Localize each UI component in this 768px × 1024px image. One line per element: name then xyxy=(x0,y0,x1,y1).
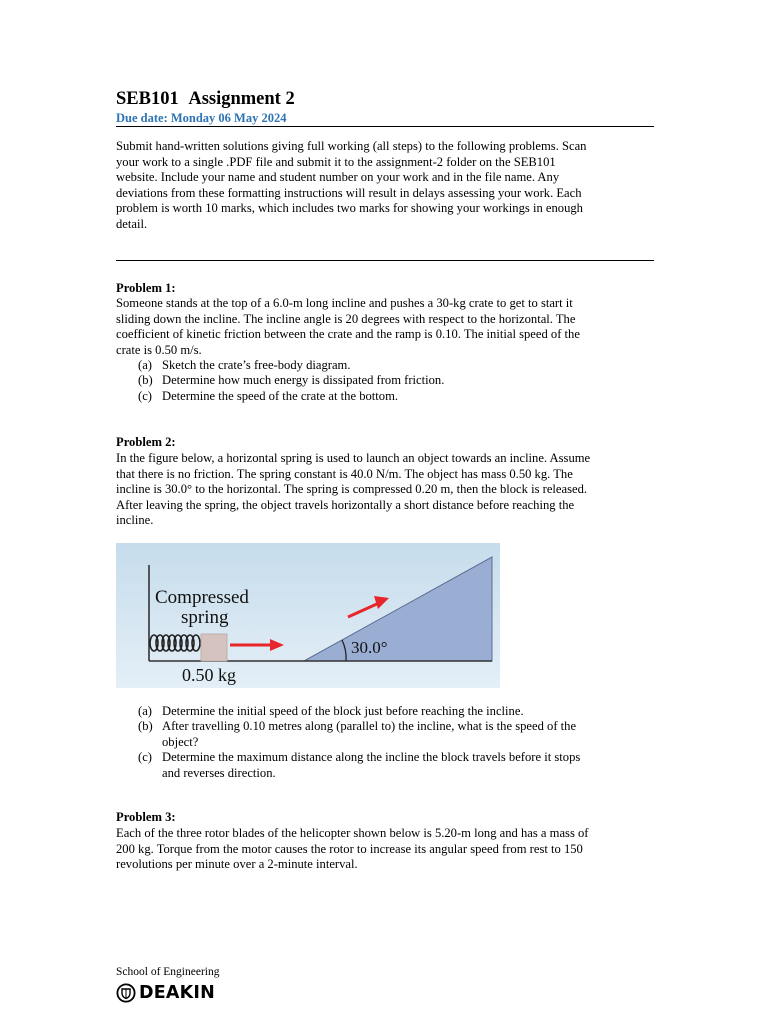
problem1-text xyxy=(116,296,654,358)
problem1-part-c: (c) Determine the speed of the crate at the bottom. xyxy=(138,388,399,403)
problem2-line: incline is 30.0° to the horizontal. The spring is compressed 0.20 m, then the block is released. xyxy=(116,482,588,497)
problem2-part-a: (a) Determine the initial speed of the block just before reaching the incline. xyxy=(138,704,524,718)
problem2-line: After leaving the spring, the object travels horizontally a short distance before reaching the xyxy=(116,497,575,512)
problem2-text xyxy=(116,451,654,529)
problem2-parts xyxy=(138,704,580,781)
spring-label-line2: spring xyxy=(181,607,229,628)
header-divider xyxy=(116,126,654,127)
assignment-name: Assignment 2 xyxy=(188,89,295,109)
incline-velocity-arrow xyxy=(348,596,389,617)
problem1-part-a: (a) Sketch the crate’s free-body diagram. xyxy=(138,358,351,372)
footer-school: School of Engineering xyxy=(116,966,220,978)
problem2-part-c: (c) Determine the maximum distance along the incline the block travels before it stops xyxy=(138,750,581,765)
intro-line: website. Include your name and student number on your work and in the file name. Any xyxy=(116,170,560,185)
spring-icon xyxy=(150,635,200,651)
intro-paragraph xyxy=(116,139,654,233)
intro-line: problem is worth 10 marks, which includes two marks for showing your workings in enough xyxy=(116,201,583,216)
spring-label-line1: Compressed xyxy=(155,587,249,608)
problem2-heading: Problem 2: xyxy=(116,435,176,449)
problem1-part-b: (b) Determine how much energy is dissipated from friction. xyxy=(138,373,445,388)
problem2-part-b-cont: object? xyxy=(162,734,199,749)
deakin-logo xyxy=(116,982,215,1004)
intro-line: your work to a single .PDF file and submit it to the assignment-2 folder on the SEB101 xyxy=(116,154,556,169)
problem2-part-b: (b) After travelling 0.10 metres along (parallel to) the incline, what is the speed of the xyxy=(138,719,577,734)
angle-label: 30.0° xyxy=(351,638,388,657)
problem2-line: In the figure below, a horizontal spring is used to launch an object towards an incline. Assume xyxy=(116,451,591,465)
course-code: SEB101 xyxy=(116,89,179,109)
problem3-heading: Problem 3: xyxy=(116,810,176,824)
problem2-line: that there is no friction. The spring constant is 40.0 N/m. The object has mass 0.50 kg. The xyxy=(116,466,573,481)
problem3-line: revolutions per minute over a 2-minute interval. xyxy=(116,857,358,872)
problem3-line: 200 kg. Torque from the motor causes the rotor to increase its angular speed from rest to 150 xyxy=(116,841,583,856)
intro-line: detail. xyxy=(116,216,148,231)
mass-label: 0.50 kg xyxy=(182,665,236,685)
problem3-line: Each of the three rotor blades of the helicopter shown below is 5.20-m long and has a mass of xyxy=(116,826,589,840)
intro-line: deviations from these formatting instructions will result in delays assessing your work. Each xyxy=(116,185,582,200)
problem1-heading: Problem 1: xyxy=(116,281,176,295)
page-title xyxy=(116,89,295,110)
spring-incline-figure xyxy=(116,543,500,688)
problem1-line: coefficient of kinetic friction between the crate and the ramp is 0.10. The initial speed of the xyxy=(116,327,580,342)
problem2-part-c-cont: and reverses direction. xyxy=(162,765,276,780)
horizontal-velocity-arrow xyxy=(230,639,284,651)
block xyxy=(201,634,227,661)
incline-ramp xyxy=(304,557,492,661)
problem3-text xyxy=(116,826,654,873)
problem1-line: Someone stands at the top of a 6.0-m long incline and pushes a 30-kg crate to get to start it xyxy=(116,296,573,310)
due-date: Due date: Monday 06 May 2024 xyxy=(116,111,287,125)
problem1-line: crate is 0.50 m/s. xyxy=(116,342,202,357)
deakin-crest-icon xyxy=(116,983,136,1003)
intro-line: Submit hand-written solutions giving full working (all steps) to the following problems. Scan xyxy=(116,139,587,153)
problem2-line: incline. xyxy=(116,513,154,528)
problem1-line: sliding down the incline. The incline angle is 20 degrees with respect to the horizontal. The xyxy=(116,311,576,326)
intro-divider xyxy=(116,260,654,261)
logo-text: DEAKIN xyxy=(139,983,215,1003)
problem1-parts xyxy=(138,358,444,404)
